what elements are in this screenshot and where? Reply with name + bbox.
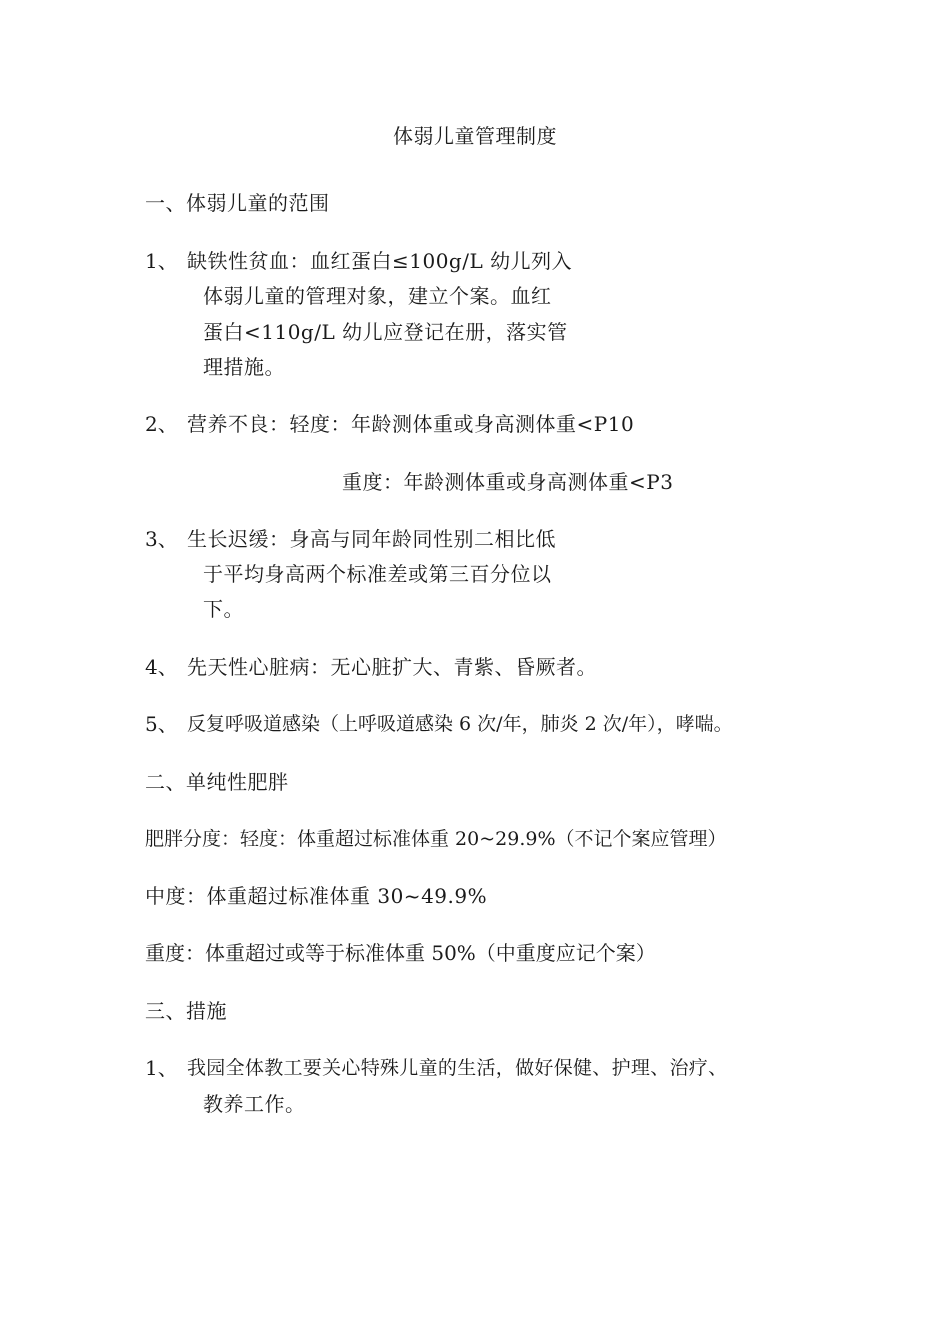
obesity-grade-line: 肥胖分度：轻度：体重超过标准体重 20~29.9%（不记个案应管理） — [145, 828, 727, 850]
item-number: 3、 — [145, 527, 178, 551]
obesity-grade-line: 重度：体重超过或等于标准体重 50%（中重度应记个案） — [145, 941, 656, 965]
item-text-line: 缺铁性贫血：血红蛋白≤100g/L 幼儿列入 — [187, 249, 573, 273]
section-heading-scope: 一、体弱儿童的范围 — [145, 191, 330, 215]
item-text-line: 重度：年龄测体重或身高测体重<P3 — [342, 470, 674, 494]
item-text-line: 教养工作。 — [203, 1092, 306, 1116]
item-text-line: 先天性心脏病：无心脏扩大、青紫、昏厥者。 — [187, 655, 597, 679]
document-title: 体弱儿童管理制度 — [393, 124, 557, 148]
item-text-line: 我园全体教工要关心特殊儿童的生活，做好保健、护理、治疗、 — [187, 1057, 728, 1079]
obesity-grade-line: 中度：体重超过标准体重 30~49.9% — [145, 884, 488, 908]
section-heading-measures: 三、措施 — [145, 999, 227, 1023]
item-text-line: 体弱儿童的管理对象，建立个案。血红 — [203, 284, 552, 308]
item-text-line: 蛋白<110g/L 幼儿应登记在册，落实管 — [203, 320, 568, 344]
item-number: 2、 — [145, 412, 178, 436]
item-number: 5、 — [145, 712, 178, 736]
item-number: 1、 — [145, 249, 178, 273]
item-text-line: 反复呼吸道感染（上呼吸道感染 6 次/年，肺炎 2 次/年），哮喘。 — [187, 713, 733, 735]
item-text-line: 理措施。 — [203, 355, 285, 379]
section-heading-obesity: 二、单纯性肥胖 — [145, 770, 289, 794]
item-text-line: 于平均身高两个标准差或第三百分位以 — [203, 562, 552, 586]
item-text-line: 生长迟缓：身高与同年龄同性别二相比低 — [187, 527, 556, 551]
item-number: 4、 — [145, 655, 178, 679]
item-number: 1、 — [145, 1056, 178, 1080]
item-text-line: 下。 — [203, 597, 244, 621]
item-text-line: 营养不良：轻度：年龄测体重或身高测体重<P10 — [187, 412, 635, 436]
